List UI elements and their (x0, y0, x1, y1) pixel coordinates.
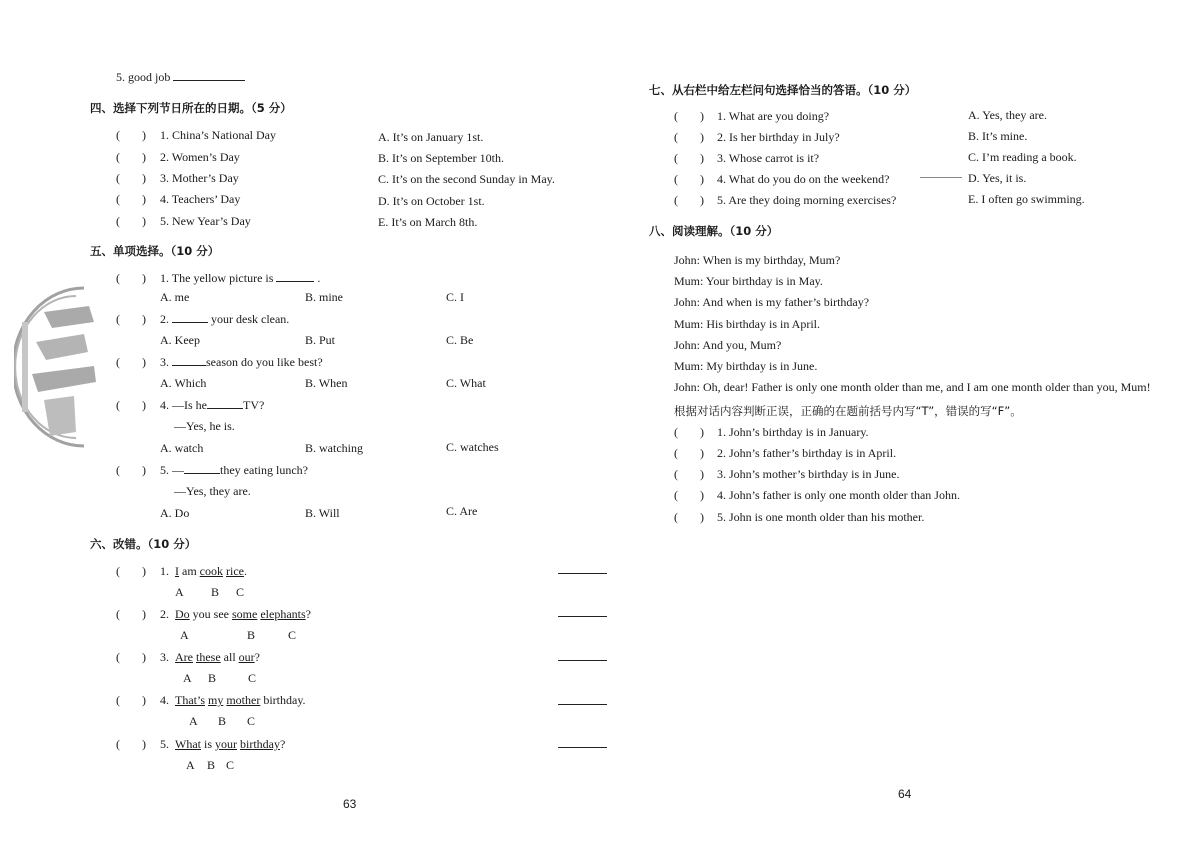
question-row (116, 607, 146, 622)
option-a: A. Which (160, 376, 207, 390)
answer-paren-open[interactable]: ( (674, 510, 678, 524)
answer-paren-open[interactable]: ( (116, 312, 120, 326)
option-text: A. Yes, they are. (968, 108, 1047, 122)
answer-paren-open[interactable]: ( (116, 693, 120, 707)
underline-label-b: B (211, 585, 220, 599)
answer-line[interactable] (558, 747, 607, 748)
section7-title: 七、从右栏中给左栏问句选择恰当的答语。（10 分） (649, 83, 917, 97)
option-c: C. Be (446, 333, 474, 347)
answer-paren-close[interactable]: ) (142, 312, 146, 326)
option-text: C. It’s on the second Sunday in May. (378, 172, 555, 186)
question-row (116, 312, 146, 327)
question-text: 3. Are these all our? (160, 650, 260, 664)
section8-instruction: 根据对话内容判断正误，正确的在题前括号内写“T”，错误的写“F”。 (674, 404, 1022, 418)
question-row (116, 128, 146, 143)
answer-paren-close[interactable]: ) (142, 737, 146, 751)
answer-paren-close[interactable]: ) (700, 467, 704, 481)
answer-paren-open[interactable]: ( (116, 214, 120, 228)
section4-title: 四、选择下列节日所在的日期。（5 分） (90, 101, 292, 115)
underline-label-b: B (247, 628, 256, 642)
answer-paren-close[interactable]: ) (700, 425, 704, 439)
section3-item-5: 5. good job (116, 70, 245, 85)
option-text: B. It’s on September 10th. (378, 151, 504, 165)
answer-paren-open[interactable]: ( (116, 398, 120, 412)
answer-paren-open[interactable]: ( (674, 446, 678, 460)
watermark-stamp-icon (14, 282, 109, 452)
answer-line[interactable] (558, 704, 607, 705)
answer-paren-open[interactable]: ( (116, 128, 120, 142)
answer-paren-open[interactable]: ( (674, 425, 678, 439)
question-row (674, 510, 704, 525)
option-text: D. It’s on October 1st. (378, 194, 485, 208)
underline-label-a: A (175, 585, 184, 599)
answer-line[interactable] (558, 660, 607, 661)
answer-paren-close[interactable]: ) (700, 193, 704, 207)
option-a: A. Do (160, 506, 190, 520)
answer-paren-open[interactable]: ( (116, 607, 120, 621)
question-answer-line: —Yes, they are. (174, 484, 251, 498)
answer-paren-close[interactable]: ) (142, 650, 146, 664)
question-text: 5. What is your birthday? (160, 737, 286, 751)
answer-paren-close[interactable]: ) (700, 446, 704, 460)
underline-label-b: B (207, 758, 216, 772)
underline-label-a: A (186, 758, 195, 772)
question-text: 4. What do you do on the weekend? (717, 172, 890, 186)
question-text: 2. your desk clean. (160, 312, 290, 326)
answer-paren-open[interactable]: ( (116, 355, 120, 369)
underline-label-c: C (236, 585, 245, 599)
question-row (674, 172, 704, 187)
answer-paren-open[interactable]: ( (674, 488, 678, 502)
divider (920, 177, 962, 178)
answer-line[interactable] (558, 616, 607, 617)
answer-paren-close[interactable]: ) (142, 192, 146, 206)
option-text: B. It’s mine. (968, 129, 1028, 143)
question-text: 5. New Year’s Day (160, 214, 251, 228)
option-a: A. Keep (160, 333, 200, 347)
underline-label-b: B (218, 714, 227, 728)
question-row (674, 193, 704, 208)
underline-label-a: A (183, 671, 192, 685)
question-text: 1. What are you doing? (717, 109, 830, 123)
answer-blank[interactable] (276, 271, 314, 282)
underline-label-c: C (226, 758, 235, 772)
question-text: 1. I am cook rice. (160, 564, 247, 578)
answer-paren-close[interactable]: ) (142, 398, 146, 412)
answer-paren-close[interactable]: ) (142, 693, 146, 707)
answer-paren-close[interactable]: ) (142, 271, 146, 285)
answer-paren-close[interactable]: ) (142, 150, 146, 164)
answer-blank[interactable] (172, 355, 206, 366)
section5-title: 五、单项选择。（10 分） (90, 244, 220, 258)
underline-label-a: A (189, 714, 198, 728)
question-row (116, 271, 146, 286)
answer-paren-open[interactable]: ( (116, 171, 120, 185)
question-row (116, 171, 146, 186)
option-b: B. Will (305, 506, 340, 520)
answer-paren-open[interactable]: ( (674, 151, 678, 165)
answer-paren-open[interactable]: ( (674, 193, 678, 207)
answer-paren-close[interactable]: ) (700, 510, 704, 524)
question-row (116, 693, 146, 708)
dialog-line: John: And you, Mum? (674, 338, 782, 352)
answer-paren-close[interactable]: ) (700, 109, 704, 123)
question-text: 5. — they eating lunch? (160, 463, 308, 477)
question-answer-line: —Yes, he is. (174, 419, 235, 433)
section8-title: 八、阅读理解。（10 分） (649, 224, 779, 238)
question-row (674, 446, 704, 461)
page-number: 63 (343, 797, 357, 811)
question-text: 2. Do you see some elephants? (160, 607, 311, 621)
dialog-line: John: Oh, dear! Father is only one month older than me, and I am one month older than you, Mum! (674, 380, 1151, 394)
option-a: A. watch (160, 441, 204, 455)
option-text: D. Yes, it is. (968, 171, 1027, 185)
question-row (116, 398, 146, 413)
question-text: 3. Whose carrot is it? (717, 151, 820, 165)
option-c: C. watches (446, 440, 499, 454)
option-text: E. I often go swimming. (968, 192, 1085, 206)
answer-paren-open[interactable]: ( (674, 172, 678, 186)
question-row (674, 425, 704, 440)
option-b: B. Put (305, 333, 336, 347)
option-text: E. It’s on March 8th. (378, 215, 478, 229)
option-b: B. When (305, 376, 348, 390)
option-a: A. me (160, 290, 190, 304)
answer-paren-close[interactable]: ) (700, 151, 704, 165)
answer-paren-close[interactable]: ) (142, 214, 146, 228)
question-text: 1. The yellow picture is . (160, 271, 321, 285)
option-text: A. It’s on January 1st. (378, 130, 484, 144)
answer-paren-open[interactable]: ( (116, 271, 120, 285)
dialog-line: Mum: His birthday is in April. (674, 317, 821, 331)
page-number: 64 (898, 787, 912, 801)
question-row (116, 463, 146, 478)
answer-paren-close[interactable]: ) (142, 128, 146, 142)
underline-label-b: B (208, 671, 217, 685)
answer-blank[interactable] (184, 463, 220, 474)
option-text: C. I’m reading a book. (968, 150, 1077, 164)
dialog-line: John: When is my birthday, Mum? (674, 253, 841, 267)
answer-paren-open[interactable]: ( (116, 192, 120, 206)
option-c: C. I (446, 290, 464, 304)
option-b: B. mine (305, 290, 343, 304)
section6-title: 六、改错。（10 分） (90, 537, 197, 551)
answer-paren-close[interactable]: ) (142, 463, 146, 477)
question-text: 2. Is her birthday in July? (717, 130, 840, 144)
answer-paren-close[interactable]: ) (142, 355, 146, 369)
answer-paren-close[interactable]: ) (142, 171, 146, 185)
question-row (116, 564, 146, 579)
option-b: B. watching (305, 441, 363, 455)
answer-paren-open[interactable]: ( (116, 150, 120, 164)
answer-blank[interactable] (172, 312, 208, 323)
question-row (674, 488, 704, 503)
question-text: 3. Mother’s Day (160, 171, 239, 185)
question-row (116, 737, 146, 752)
question-row (116, 192, 146, 207)
question-text: 4. That’s my mother birthday. (160, 693, 306, 707)
question-row (674, 151, 704, 166)
question-row (116, 355, 146, 370)
question-text: 3. season do you like best? (160, 355, 323, 369)
underline-label-c: C (247, 714, 256, 728)
question-row (674, 130, 704, 145)
question-text: 3. John’s mother’s birthday is in June. (717, 467, 900, 481)
answer-paren-open[interactable]: ( (116, 564, 120, 578)
question-text: 2. Women’s Day (160, 150, 240, 164)
question-text: 5. John is one month older than his mother. (717, 510, 925, 524)
answer-paren-open[interactable]: ( (674, 109, 678, 123)
underline-label-c: C (288, 628, 297, 642)
answer-paren-open[interactable]: ( (116, 463, 120, 477)
underline-label-a: A (180, 628, 189, 642)
underline-label-c: C (248, 671, 257, 685)
answer-paren-close[interactable]: ) (700, 488, 704, 502)
question-text: 1. John’s birthday is in January. (717, 425, 869, 439)
answer-paren-close[interactable]: ) (700, 172, 704, 186)
question-text: 4. —Is he TV? (160, 398, 265, 412)
dialog-line: Mum: My birthday is in June. (674, 359, 818, 373)
answer-paren-open[interactable]: ( (116, 650, 120, 664)
answer-paren-close[interactable]: ) (700, 130, 704, 144)
answer-paren-open[interactable]: ( (674, 467, 678, 481)
answer-line[interactable] (558, 573, 607, 574)
question-row (116, 214, 146, 229)
answer-blank[interactable] (173, 70, 245, 81)
question-text: 2. John’s father’s birthday is in April. (717, 446, 897, 460)
answer-blank[interactable] (207, 398, 243, 409)
question-text: 5. Are they doing morning exercises? (717, 193, 897, 207)
answer-paren-open[interactable]: ( (674, 130, 678, 144)
dialog-line: John: And when is my father’s birthday? (674, 295, 870, 309)
option-c: C. What (446, 376, 486, 390)
question-row (116, 150, 146, 165)
question-text: 4. John’s father is only one month older than John. (717, 488, 960, 502)
answer-paren-close[interactable]: ) (142, 607, 146, 621)
answer-paren-close[interactable]: ) (142, 564, 146, 578)
question-text: 1. China’s National Day (160, 128, 276, 142)
answer-paren-open[interactable]: ( (116, 737, 120, 751)
dialog-line: Mum: Your birthday is in May. (674, 274, 823, 288)
question-row (116, 650, 146, 665)
question-row (674, 467, 704, 482)
question-row (674, 109, 704, 124)
option-c: C. Are (446, 504, 478, 518)
question-text: 4. Teachers’ Day (160, 192, 241, 206)
